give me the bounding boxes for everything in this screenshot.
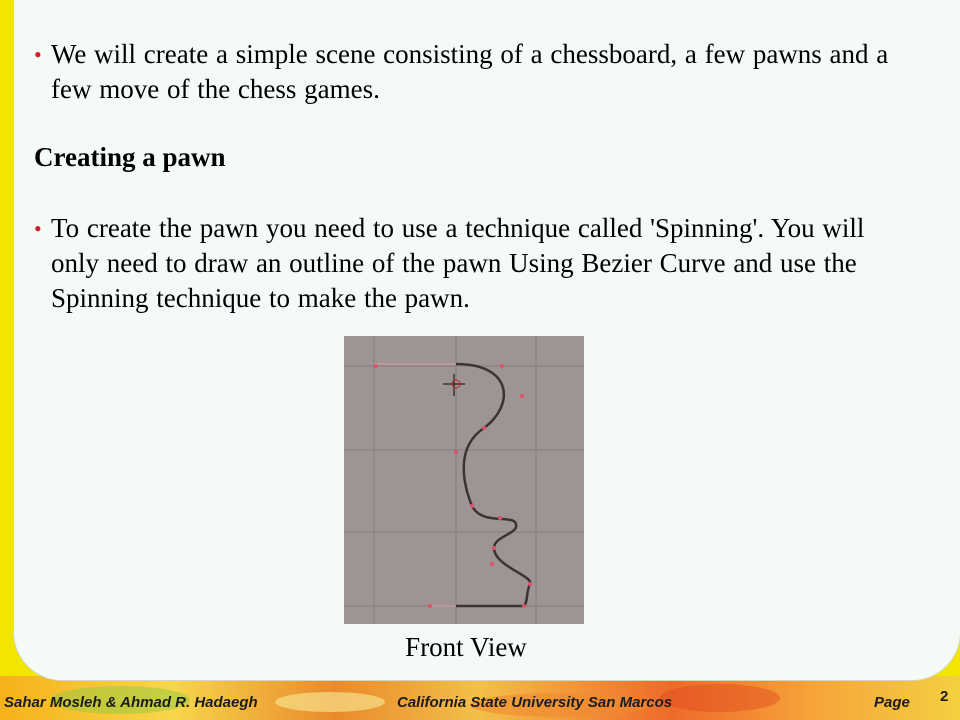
section-heading: Creating a pawn bbox=[34, 142, 226, 172]
bullet-intro-text: We will create a simple scene consisting of a chessboard, a few pawns and a few move of the chess games. bbox=[51, 39, 889, 104]
pawn-outline-figure bbox=[344, 336, 584, 624]
bullet-marker: • bbox=[34, 216, 42, 241]
footer-page-number: 2 bbox=[940, 688, 949, 705]
footer-page-label: Page bbox=[874, 694, 910, 711]
footer-university: California State University San Marcos bbox=[397, 694, 673, 711]
figure-caption: Front View bbox=[405, 632, 527, 662]
footer-authors: Sahar Mosleh & Ahmad R. Hadaegh bbox=[4, 694, 258, 711]
bullet-intro bbox=[34, 37, 914, 107]
pawn-outline-icon bbox=[344, 336, 584, 624]
bullet-marker: • bbox=[34, 42, 42, 67]
bullet-spinning-text: To create the pawn you need to use a technique called 'Spinning'. You will only need to draw an outline of the pawn Using Bezier Curve and use the Spinning technique to make the pawn. bbox=[51, 213, 865, 313]
bullet-spinning bbox=[34, 211, 914, 316]
